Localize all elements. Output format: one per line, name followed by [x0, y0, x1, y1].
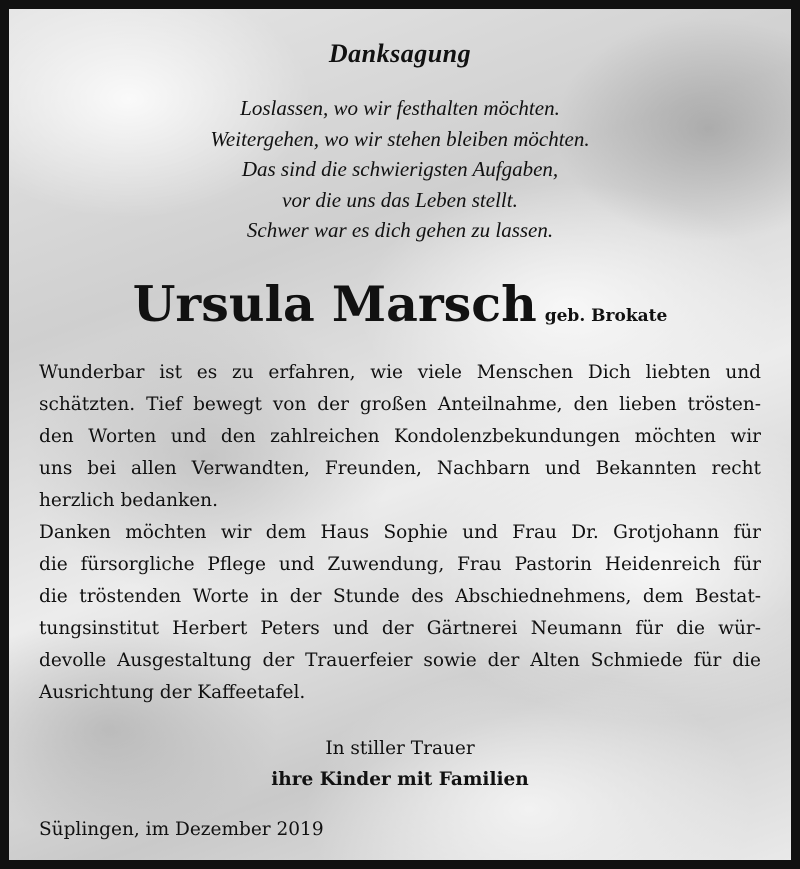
deceased-name: Ursula Marsch: [132, 275, 537, 333]
signatories: ihre Kinder mit Familien: [271, 769, 529, 790]
poem: [9, 93, 791, 246]
closing-signature: [9, 733, 791, 795]
place-date: Süplingen, im Dezember 2019: [39, 819, 324, 840]
text-line: Ausrichtung der Kaffeetafel.: [39, 682, 306, 703]
text-line: Wunderbar ist es zu erfahren, wie viele Menschen Dich liebten und: [39, 362, 761, 383]
text-line: uns bei allen Verwandten, Freunden, Nachbarn und Bekannten recht: [39, 458, 761, 479]
text-line: die tröstenden Worte in der Stunde des Abschiednehmens, dem Bestat-: [39, 586, 761, 607]
poem-line: vor die uns das Leben stellt.: [282, 187, 518, 212]
text-line: Danken möchten wir dem Haus Sophie und Frau Dr. Grotjohann für: [39, 522, 761, 543]
text-line: devolle Ausgestaltung der Trauerfeier sowie der Alten Schmiede für die: [39, 650, 761, 671]
notice-heading: Danksagung: [328, 39, 472, 68]
poem-line: Schwer war es dich gehen zu lassen.: [246, 218, 554, 242]
thanks-text: [39, 357, 761, 709]
deceased-name-line: [9, 275, 791, 333]
poem-line: Das sind die schwierigsten Aufgaben,: [241, 157, 559, 181]
closing-line: In stiller Trauer: [325, 738, 475, 759]
text-line: den Worten und den zahlreichen Kondolenzbekundungen möchten wir: [39, 426, 761, 447]
poem-line: Loslassen, wo wir festhalten möchten.: [240, 96, 560, 120]
text-line: die fürsorgliche Pflege und Zuwendung, Frau Pastorin Heidenreich für: [39, 554, 761, 575]
text-line: tungsinstitut Herbert Peters und der Gärtnerei Neumann für die wür-: [39, 618, 761, 639]
text-line: schätzten. Tief bewegt von der großen Anteilnahme, den lieben trösten-: [39, 394, 761, 415]
text-line: herzlich bedanken.: [39, 490, 218, 511]
poem-line: Weitergehen, wo wir stehen bleiben möchten.: [210, 126, 590, 151]
maiden-name: geb. Brokate: [544, 306, 668, 326]
